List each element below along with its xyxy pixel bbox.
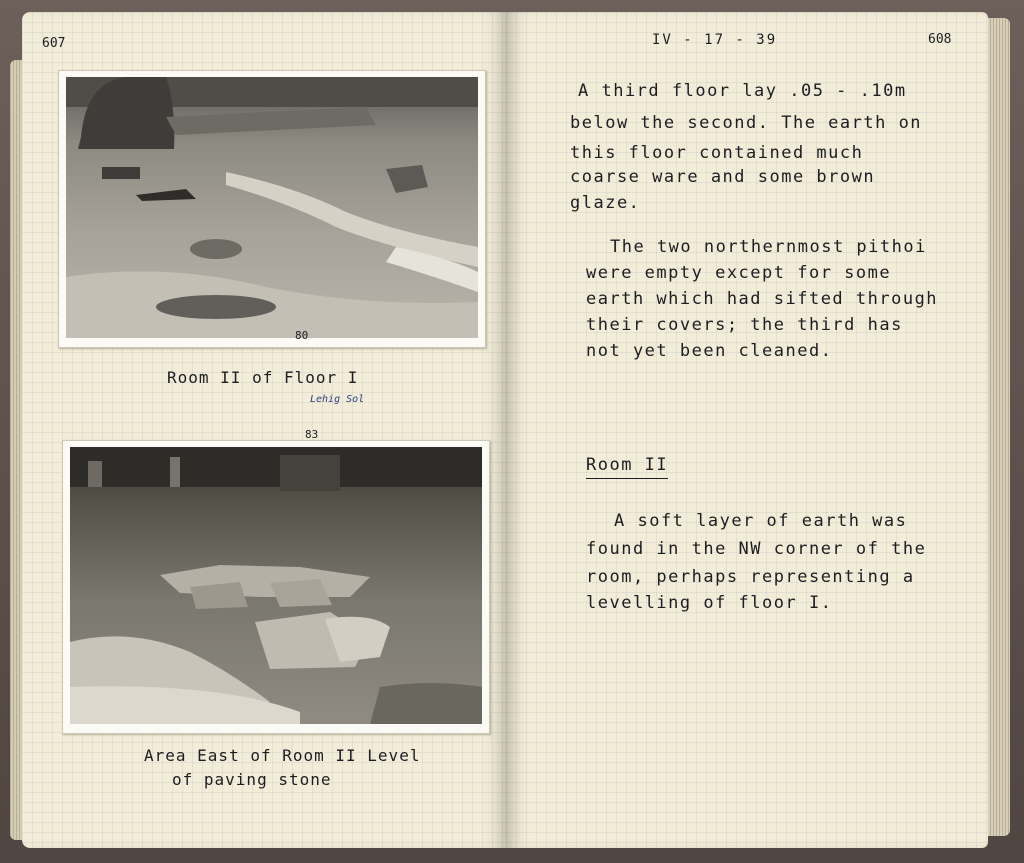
p2-line-3: earth which had sifted through (586, 289, 939, 309)
photo-bottom-number: 83 (305, 428, 319, 441)
p1-line-3: this floor contained much (570, 143, 864, 163)
p1-line-4: coarse ware and some brown (570, 167, 876, 187)
p3-line-3: room, perhaps representing a (586, 567, 915, 587)
p2-line-4: their covers; the third has (586, 315, 903, 335)
right-page-number: 608 (928, 32, 952, 47)
photo-room-floor (58, 70, 486, 348)
excavation-photo-top (66, 77, 478, 338)
entry-date: IV - 17 - 39 (652, 32, 778, 48)
p1-line-1: A third floor lay .05 - .10m (578, 81, 907, 101)
left-page-number: 607 (42, 36, 66, 51)
photo-top-caption: Room II of Floor I (167, 368, 359, 387)
p1-line-2: below the second. The earth on (570, 113, 923, 133)
p2-line-5: not yet been cleaned. (586, 341, 833, 361)
photo-bottom-caption-line2: of paving stone (172, 770, 332, 789)
p2-line-2: were empty except for some (586, 263, 892, 283)
p3-line-4: levelling of floor I. (586, 593, 833, 613)
p1-line-5: glaze. (570, 193, 641, 213)
photo-top-note: Lehig Sol (310, 394, 365, 405)
excavation-photo-bottom (70, 447, 482, 724)
photo-top-number: 80 (295, 329, 309, 342)
p2-line-1: The two northernmost pithoi (610, 237, 927, 257)
photo-area-east (62, 428, 490, 734)
photo-bottom-caption-line1: Area East of Room II Level (144, 746, 421, 765)
room-heading: Room II (586, 452, 668, 479)
p3-line-2: found in the NW corner of the (586, 539, 927, 559)
p3-line-1: A soft layer of earth was (614, 511, 908, 531)
left-page (22, 12, 506, 848)
right-page (506, 12, 988, 848)
page-stack-right (988, 18, 1010, 836)
